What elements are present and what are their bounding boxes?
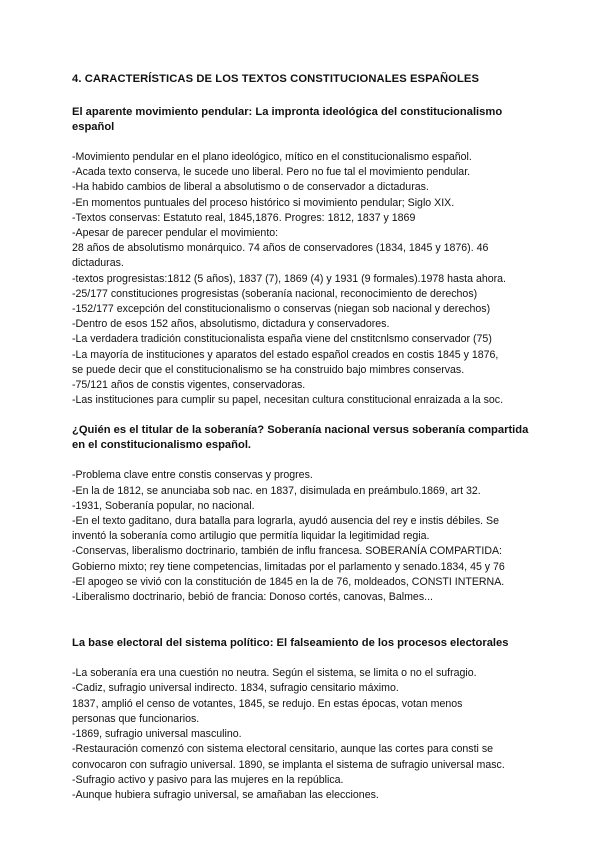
text-line: -Movimiento pendular en el plano ideológico, mítico en el constitucionalismo español. <box>72 151 472 163</box>
text-line: inventó la soberanía como artilugio que permitía liquidar la legitimidad regia. <box>72 530 430 543</box>
text-line: -Textos conservas: Estatuto real, 1845,1876. Progres: 1812, 1837 y 1869 <box>72 211 416 224</box>
text-line: dictaduras. <box>72 257 124 270</box>
text-line: -Liberalismo doctrinario, bebió de francia: Donoso cortés, canovas, Balmes... <box>72 591 433 604</box>
section-body <box>72 666 536 803</box>
text-line: -En momentos puntuales del proceso histórico si movimiento pendular; Siglo XIX. <box>72 196 455 209</box>
text-line: -Problema clave entre constis conservas y progres. <box>72 469 313 482</box>
text-line: -Ha habido cambios de liberal a absolutismo o de conservador a dictaduras. <box>72 181 429 194</box>
section-title <box>72 423 536 453</box>
section-title <box>72 105 536 135</box>
text-line: -La soberanía era una cuestión no neutra. Según el sistema, se limita o no el sufragio. <box>72 667 477 680</box>
section-title-line: El aparente movimiento pendular: La impronta ideológica del constitucionalismo <box>72 106 503 118</box>
text-line: -Restauración comenzó con sistema electoral censitario, aunque las cortes para consti se <box>72 743 494 756</box>
section-title-line: ¿Quién es el titular de la soberanía? Soberanía nacional versus soberanía compartida <box>72 424 529 437</box>
section-title-line: en el constitucionalismo español. <box>72 439 252 452</box>
text-line: -La verdadera tradición constitucionalista españa viene del cnstitcnlsmo conservador (75) <box>72 333 492 346</box>
text-line: -152/177 excepción del constitucionalismo o conservas (niegan sob nacional y derechos) <box>72 303 491 316</box>
text-line: convocaron con sufragio universal. 1890, se implanta el sistema de sufragio universal masc. <box>72 758 505 771</box>
text-line: -Sufragio activo y pasivo para las mujeres en la república. <box>72 773 344 786</box>
section-body <box>72 150 536 408</box>
text-line: personas que funcionarios. <box>72 712 200 725</box>
text-line: -En la de 1812, se anunciaba sob nac. en 1837, disimulada en preámbulo.1869, art 32. <box>72 484 481 497</box>
section-pendular <box>72 105 536 408</box>
section-base-electoral <box>72 636 536 803</box>
text-line: -El apogeo se vivió con la constitución de 1845 en la de 76, moldeados, CONSTI INTERNA. <box>72 575 505 588</box>
text-line: -1931, Soberanía popular, no nacional. <box>72 499 255 512</box>
text-line: -Cadiz, sufragio universal indirecto. 1834, sufragio censitario máximo. <box>72 682 399 695</box>
section-title-line: La base electoral del sistema político: El falseamiento de los procesos electorales <box>72 637 509 650</box>
section-body <box>72 468 536 605</box>
text-line: -En el texto gaditano, dura batalla para lograrla, ayudó ausencia del rey e instis débiles. Se <box>72 515 499 528</box>
text-line: -1869, sufragio universal masculino. <box>72 728 242 741</box>
text-line: -75/121 años de constis vigentes, conservadoras. <box>72 379 306 392</box>
text-line: -textos progresistas:1812 (5 años), 1837 (7), 1869 (4) y 1931 (9 formales).1978 hasta ahora. <box>72 272 506 285</box>
text-line: -Aunque hubiera sufragio universal, se amañaban las elecciones. <box>72 788 379 801</box>
text-line: -25/177 constituciones progresistas (soberanía nacional, reconocimiento de derechos) <box>72 287 478 300</box>
text-line: -Conservas, liberalismo doctrinario, también de influ francesa. SOBERANÍA COMPARTIDA: <box>72 545 502 558</box>
text-line: 1837, amplió el censo de votantes, 1845, se redujo. En estas épocas, votan menos <box>72 697 463 710</box>
document-page <box>72 72 536 803</box>
section-title-line: español <box>72 121 115 133</box>
text-line: -Dentro de esos 152 años, absolutismo, dictadura y conservadores. <box>72 318 390 331</box>
text-line: Gobierno mixto; rey tiene competencias, limitadas por el parlamento y senado.1834, 45 y 76 <box>72 560 505 573</box>
section-title <box>72 636 536 651</box>
text-line: 28 años de absolutismo monárquico. 74 años de conservadores (1834, 1845 y 1876). 46 <box>72 242 489 255</box>
section-soberania <box>72 423 536 605</box>
text-line: se puede decir que el constitucionalismo se ha construido bajo mimbres conservas. <box>72 363 465 376</box>
text-line: -La mayoría de instituciones y aparatos del estado español creados en costis 1845 y 1876, <box>72 348 499 361</box>
text-line: -Apesar de parecer pendular el movimiento: <box>72 227 279 240</box>
document-heading: 4. CARACTERÍSTICAS DE LOS TEXTOS CONSTITUCIONALES ESPAÑOLES <box>72 73 480 85</box>
text-line: -Acada texto conserva, le sucede uno liberal. Pero no fue tal el movimiento pendular. <box>72 166 471 179</box>
text-line: -Las instituciones para cumplir su papel, necesitan cultura constitucional enraizada a la soc. <box>72 394 504 407</box>
